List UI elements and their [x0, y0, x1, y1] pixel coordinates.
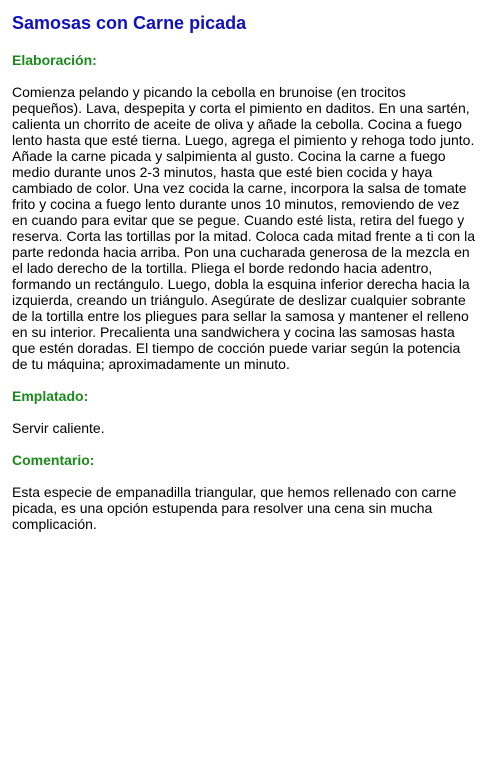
section-heading-emplatado: Emplatado:: [12, 388, 89, 404]
recipe-title: Samosas con Carne picada: [12, 13, 247, 33]
section-body-elaboracion: Comienza pelando y picando la cebolla en brunoise (en trocitos pequeños). Lava, despepita y corta el pimiento en daditos. En una sartén, calienta un chorrito de aceite de oliva y añade la cebolla. Cocina a fuego lento hasta que esté tierna. Luego, agrega el pimiento y rehoga todo junto. Añade la carne picada y salpimienta al gusto. Cocina la carne a fuego medio durante unos 2-3 minutos, hasta que esté bien cocida y haya cambiado de color. Una vez cocida la carne, incorpora la salsa de tomate frito y cocina a fuego lento durante unos 10 minutos, removiendo de vez en cuando para evitar que se pegue. Cuando esté lista, retira del fuego y reserva. Corta las tortillas por la mitad. Coloca cada mitad frente a ti con la parte redonda hacia arriba. Pon una cucharada generosa de la mezcla en el lado derecho de la tortilla. Pliega el borde redondo hacia adentro, formando un rectángulo. Luego, dobla la esquina inferior derecha hacia la izquierda, creando un triángulo. Asegúrate de deslizar cualquier sobrante de la tortilla entre los pliegues para sellar la samosa y mantener el relleno en su interior. Precalienta una sandwichera y cocina las samosas hasta que estén doradas. El tiempo de cocción puede variar según la potencia de tu máquina; aproximadamente un minuto.: [12, 84, 475, 372]
section-heading-comentario: Comentario:: [12, 452, 95, 468]
section-heading-elaboracion: Elaboración:: [12, 52, 97, 68]
section-body-emplatado: Servir caliente.: [12, 420, 105, 436]
section-body-comentario: Esta especie de empanadilla triangular, que hemos rellenado con carne picada, es una opción estupenda para resolver una cena sin mucha complicación.: [12, 484, 457, 532]
